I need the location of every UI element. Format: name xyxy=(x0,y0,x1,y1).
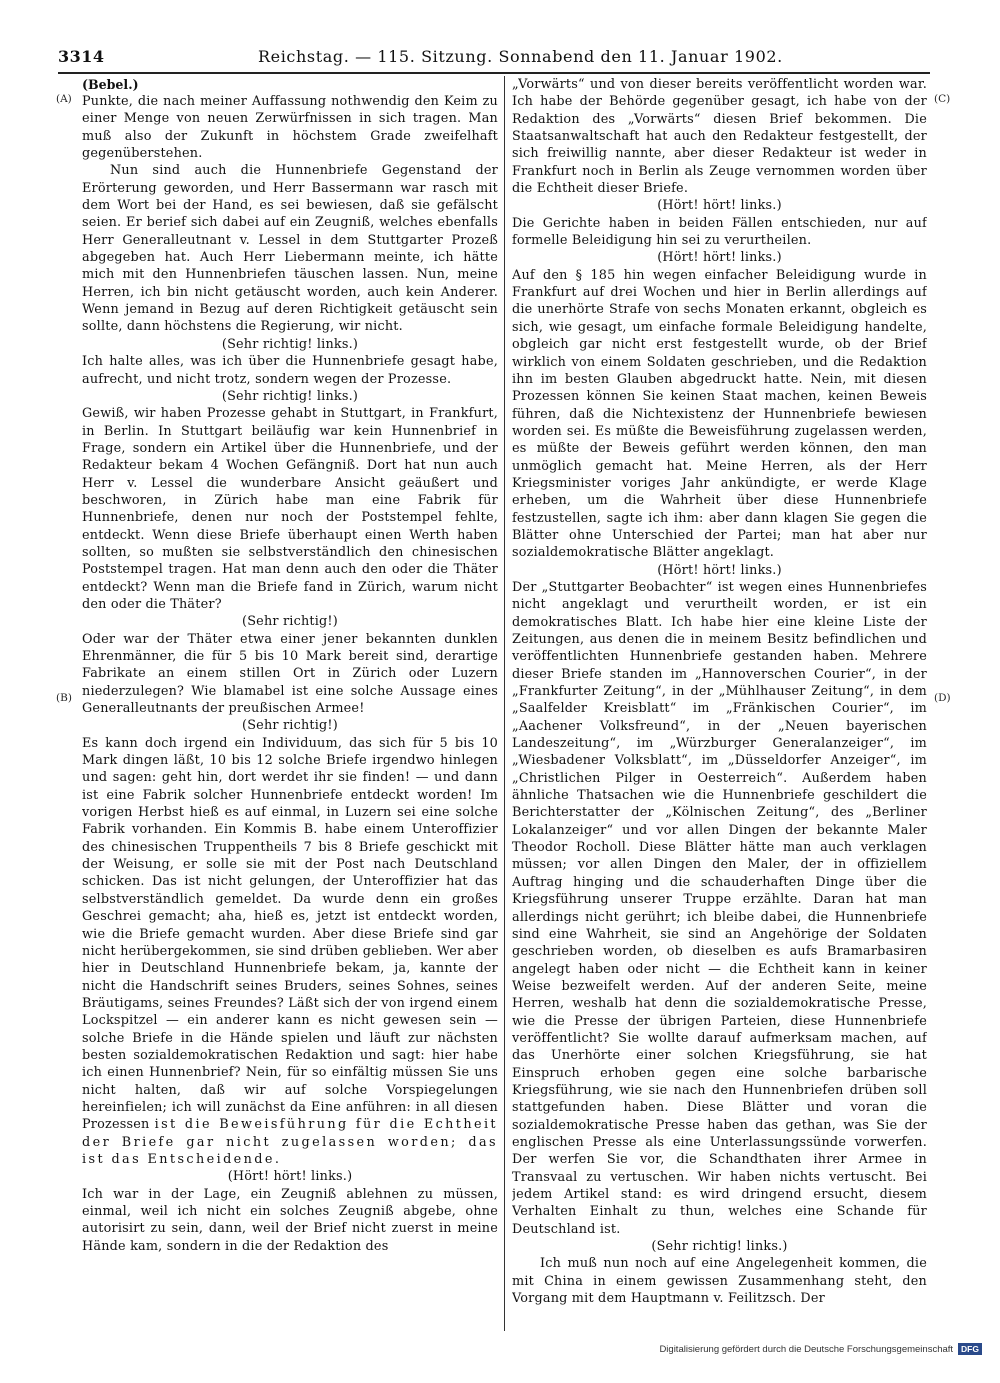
interjection: (Sehr richtig! links.) xyxy=(221,388,359,404)
paragraph: Nun sind auch die Hunnenbriefe Gegenstand der Erörterung geworden, und Herr Bassermann war rasch mit dem Wort bei der Hand, es sei bewiesen, daß sie gefälscht seien. Er berief sich dabei auf ein Zeugniß, welches ebenfalls Herr Generalleutnant v. Lessel in dem Stuttgarter Prozeß abgegeben hat. Auch Herr Liebermann meinte, ich hätte mich mit den Hunnenbriefen täuschen lassen. Nun, meine Herren, ich bin nicht getäuscht worden, auch kein Anderer. Wenn jemand in Bezug auf deren Richtigkeit getäuscht sein sollte, dann höchstens die Regierung, wir nicht. xyxy=(82,163,498,335)
paragraph: Der „Stuttgarter Beobachter“ ist wegen eines Hunnenbriefes nicht angeklagt und verurtheilt worden, er ist ein demokratisches Blatt. Ich habe hier eine kleine Liste der Zeitungen, aus denen die in meinem Besitz befindlichen und veröffentlichten Hunnenbriefe gestanden haben. Mehrere dieser Briefe standen im „Hannoverschen Courier“, in der „Frankfurter Zeitung“, in der „Mühlhauser Zeitung“, in dem „Saalfelder Kreisblatt“ im „Fränkischen Courier“, im „Aachener Volksfreund“, in der „Neuen bayerischen Landeszeitung“, im „Würzburger Generalanzeiger“, im „Wiesbadener Volksblatt“, im „Düsseldorfer Anzeiger“, im „Christlichen Pilger in Oesterreich“. Außerdem haben ähnliche Thatsachen wie die Hunnenbriefe geschildert die Berichterstatter der „Kölnischen Zeitung“, des „Berliner Lokalanzeiger“ und vor allen Dingen der bekannte Maler Theodor Rocholl. Diese Blätter hätte man auch verklagen müssen; vor allen Dingen den Maler, der in offiziellem Auftrag hinging und die schauderhaften Dinge über die Kriegsführung unserer Truppe erzählte. Daran hat man allerdings nicht gerührt; ich bleibe dabei, die Hunnenbriefe sind eine Wahrheit, sie sind an Angehörige der Soldaten geschrieben worden, ob dieselben es aufs Bramarbasiren angelegt haben oder nicht — die Echtheit kann in keiner Weise bezweifelt werden. Auf der anderen Seite, meine Herren, weshalb hat denn die sozialdemokratische Presse, wie die Presse der übrigen Parteien, diese Hunnenbriefe veröffentlicht? Sie wollte darauf aufmerksam machen, auf das Unerhörte einer solchen Kriegsführung, sie hat Einspruch erhoben gegen eine solche barbarische Kriegsführung, wie sie nach den Hunnenbriefen drüben soll stattgefunden haben. Diese Blätter und voran die sozialdemokratische Presse haben das gethan, was Sie der englischen Presse als eine Unterlassungssünde vorwerfen. Der werfen Sie vor, die Schandthaten ihrer Armee in Transvaal zu vertuschen. Wir haben nichts vertuscht. Bei jedem Artikel stand: es wird dringend ersucht, diesem Verhalten Einhalt zu thun, welches eine Schande für Deutschland ist. xyxy=(512,579,927,1237)
paragraph: „Vorwärts“ und von dieser bereits veröffentlicht worden war. Ich habe der Behörde gegenüber gesagt, ich habe von der Redaktion des „Vorwärts“ diesen Brief bekommen. Die Staatsanwaltschaft hat auch den Redakteur festgestellt, der sich freiwillig nannte, aber dieser Redakteur ist weder in Frankfurt noch in Berlin als Zeuge vernommen worden über die Echtheit dieser Briefe. xyxy=(512,77,927,197)
interjection: (Sehr richtig!) xyxy=(242,614,338,630)
paragraph: Punkte, die nach meiner Auffassung nothwendig den Keim zu einer Menge von neuen Zerwürfnissen in sich tragen. Man muß also der Zukunft in höchstem Grade zweifelhaft gegenüberstehen. xyxy=(82,94,498,162)
margin-marker-b: (B) xyxy=(56,692,72,704)
column-divider xyxy=(504,76,505,1331)
paragraph: Gewiß, wir haben Prozesse gehabt in Stuttgart, in Frankfurt, in Berlin. In Stuttgart beiläufig war kein Hunnenbrief in Frage, sondern ein Artikel über die Hunnenbriefe, und der Redakteur bekam 4 Wochen Gefängniß. Dort hat nun auch Herr v. Lessel die wunderbare Ansicht geäußert und beschworen, in Zürich habe man eine Fabrik für Hunnenbriefe, denen nur noch der Poststempel fehlte, entdeckt. Wenn diese Briefe überhaupt einen Werth haben sollten, so mußten sie selbstverständlich den chinesischen Poststempel tragen. Hat man denn auch den oder die Thäter entdeckt? Wenn man die Briefe fand in Zürich, warum nicht den oder die Thäter? xyxy=(82,406,498,612)
margin-marker-a: (A) xyxy=(56,93,72,105)
interjection: (Hört! hört! links.) xyxy=(227,1169,353,1185)
credit-text: Digitalisierung gefördert durch die Deutsche Forschungsgemeinschaft xyxy=(659,1343,954,1355)
page-header xyxy=(58,47,930,71)
paragraph: Die Gerichte haben in beiden Fällen entschieden, nur auf formelle Beleidigung hin sei zu verurtheilen. xyxy=(512,215,927,249)
page-number: 3314 xyxy=(58,47,105,66)
digitization-credit xyxy=(659,1343,982,1355)
running-title: Reichstag. — 115. Sitzung. Sonnabend den 11. Januar 1902. xyxy=(258,47,783,66)
interjection: (Hört! hört! links.) xyxy=(657,250,782,266)
left-column xyxy=(82,76,498,1331)
interjection: (Sehr richtig!) xyxy=(242,718,338,734)
paragraph: Oder war der Thäter etwa einer jener bekannten dunklen Ehrenmänner, die für 5 bis 10 Mark bereit sind, derartige Fabrikate an einem stillen Ort in Zürich oder Luzern niederzulegen? Wie blamabel ist eine solche Aussage eines Generalleutnants der preußischen Armee! xyxy=(82,631,498,717)
paragraph: Ich war in der Lage, ein Zeugniß ablehnen zu müssen, einmal, weil ich nicht ein solches Zeugniß abgebe, ohne autorisirt zu sein, dann, weil der Brief nicht zuerst in meine Hände kam, sondern in die der Redaktion des xyxy=(82,1186,498,1254)
interjection: (Sehr richtig! links.) xyxy=(221,336,359,352)
margin-marker-c: (C) xyxy=(934,93,951,105)
emphasized-text: ist die Beweisführung für die Echtheit der Briefe gar nicht zugelassen worden; das ist das Entscheidende. xyxy=(82,1117,498,1167)
interjection: (Sehr richtig! links.) xyxy=(651,1239,788,1255)
speaker-name: (Bebel.) xyxy=(82,77,139,92)
paragraph: Auf den § 185 hin wegen einfacher Beleidigung wurde in Frankfurt auf drei Wochen und hier in Berlin allerdings auf die unerhörte Strafe von sechs Monaten erkannt, obgleich es sich, wie gesagt, um einfache formale Beleidigung handelte, obgleich gar nicht erst festgestellt wurde, ob der Brief wirklich von einem Soldaten geschrieben, und die Redaktion ihn im besten Glauben abgedruckt hatte. Nein, mit diesen Prozessen können Sie keinen Staat machen, keinen Beweis führen, daß die Nichtexistenz der Hunnenbriefe bewiesen worden sei. Es müßte die Beweisführung zugelassen werden, es müßte der Beweis geführt werden können, den man unmöglich gemacht hat. Meine Herren, als der Herr Kriegsminister voriges Jahr ankündigte, er werde Klage erheben, um die Wahrheit über diese Hunnenbriefe festzustellen, sagte ich ihm: aber dann klagen Sie gegen die Blätter ohne Unterschied der Partei; man hat aber nur sozialdemokratische Blätter angeklagt. xyxy=(512,267,927,561)
paragraph: Ich muß nun noch auf eine Angelegenheit kommen, die mit China in einem gewissen Zusammenhang steht, den Vorgang mit dem Hauptmann v. Feilitzsch. Der xyxy=(512,1256,927,1307)
paragraph: Ich halte alles, was ich über die Hunnenbriefe gesagt habe, aufrecht, und nicht trotz, sondern wegen der Prozesse. xyxy=(82,354,498,387)
interjection: (Hört! hört! links.) xyxy=(657,198,782,214)
dfg-logo: DFG xyxy=(958,1343,982,1355)
interjection: (Hört! hört! links.) xyxy=(657,562,782,578)
paragraph-text: Es kann doch irgend ein Individuum, das sich für 5 bis 10 Mark dingen läßt, 10 bis 12 solche Briefe irgendwo hinlegen und sagen: geht hin, dort werdet ihr sie finden! — und dann ist eine Fabrik solcher Hunnenbriefe entdeckt worden! Im vorigen Herbst hieß es auf einmal, in Luzern sei eine solche Fabrik vorhanden. Ein Kommis B. habe einem Unteroffizier des chinesischen Truppentheils 7 bis 8 Briefe geschickt mit der Weisung, er solle sie mit der Post nach Deutschland schicken. Das ist nicht gelungen, der Unteroffizier hat das selbstverständlich gemeldet. Da wurde denn ein großes Geschrei gemacht; aha, hieß es, jetzt ist entdeckt worden, wie die Briefe gemacht wurden. Aber diese Briefe sind gar nicht herübergekommen, sie sind drüben geblieben. Wer aber hier in Deutschland Hunnenbriefe bekam, ja, kannte der nicht die Handschrift seines Bruders, seines Sohnes, seines Bräutigams, seines Freundes? Läßt sich der von irgend einem Lockspitzel — ein anderer kann es nicht gewesen sein — solche Briefe in die Hände spielen und läuft zur nächsten besten sozialdemokratischen Redaktion und sagt: hier habe ich einen Hunnenbrief? Nein, für so einfältig müssen Sie uns nicht halten, daß wir auf solche Vorspiegelungen hereinfielen; ich will zunächst da Eine anführen: in all diesen Prozessen xyxy=(82,735,498,1133)
paragraph xyxy=(82,735,498,1169)
right-column xyxy=(512,76,927,1331)
margin-marker-d: (D) xyxy=(934,692,951,704)
header-rule xyxy=(58,72,930,74)
